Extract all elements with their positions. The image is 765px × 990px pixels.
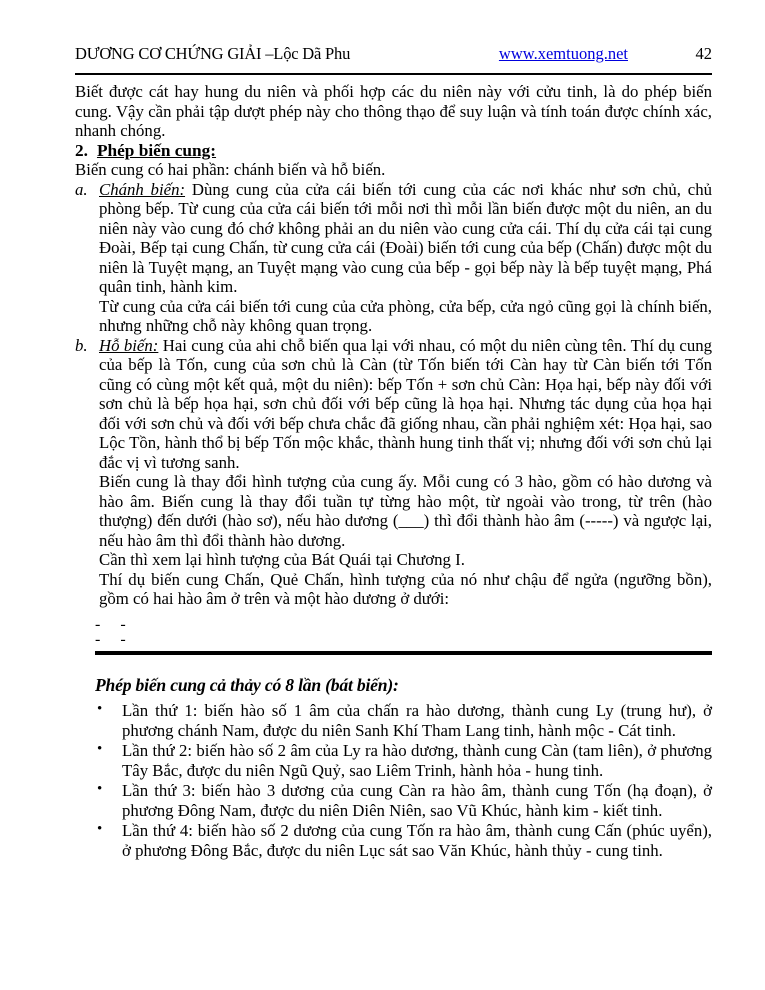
section-title: Phép biến cung: bbox=[96, 140, 217, 160]
document-title: DƯƠNG CƠ CHỨNG GIẢI –Lộc Dã Phu bbox=[75, 44, 351, 63]
website-link[interactable]: www.xemtuong.net bbox=[498, 44, 628, 63]
section-number: 2. bbox=[75, 140, 88, 160]
bullet-icon: • bbox=[97, 701, 103, 717]
item-b-para-bien-cung: Biến cung là thay đổi hình tượng của cung ấy. Mỗi cung có 3 hào, gồm có hào dương và hào âm. Biến cung là thay đổi tuần tự từng hào một, từ ngoài vào trong, từ trên (hào thượng) đến dưới (hào sơ), nếu hào dương (___) thì đổi thành hào âm (-----) và ngược lại, nếu hào âm thì đổi thành hào dương. bbox=[99, 472, 712, 550]
list-item-lan-2 bbox=[95, 741, 712, 780]
list-item-text: Lần thứ 1: biến hào số 1 âm của chấn ra hào dương, thành cung Ly (trung hư), ở phương chánh Nam, được du niên Sanh Khí Tham Lang tinh, hành mộc - Cát tinh. bbox=[122, 701, 712, 740]
trigram-dash: - bbox=[120, 630, 126, 648]
header-divider bbox=[75, 73, 712, 75]
item-a-text: Dùng cung của cửa cái biến tới cung của các nơi khác như sơn chủ, chủ phòng bếp. Từ cung của cửa cái biến tới mỗi nơi thì mỗi lần biến được một du niên, an du niên này vào cung đó chớ không phải an du niên vào cung cửa cái. Thí dụ cửa cái tại cung Đoài, Bếp tại cung Chấn, từ cung cửa cái (Đoài) biến tới cung của bếp (Chấn) được một du niên là Tuyệt mạng, an Tuyệt mạng vào cung của bếp - gọi bếp này là bếp tuyệt mạng, Phá quân tinh, hành kim. bbox=[99, 179, 712, 296]
item-b-para-bat-quai: Cần thì xem lại hình tượng của Bát Quái tại Chương I. bbox=[99, 550, 465, 569]
page-header bbox=[75, 44, 712, 64]
bat-bien-section bbox=[95, 676, 712, 861]
list-item-lan-1 bbox=[95, 701, 712, 740]
item-b-text: Hai cung của ahi chỗ biến qua lại với nhau, có một du niên cùng tên. Thí dụ cung của bếp là Tốn, cung của sơn chủ là Càn (từ Tốn biến tới Càn hay từ Càn biến tới Tốn cũng có cùng một kết quả, một du niên): bếp Tốn + sơn chủ Càn: Họa hại, bếp này đối với sơn chủ là bếp họa hại, sơn chủ đối với bếp cũng là họa hại. Nhưng tác dụng của họa hại đối với sơn chủ và đối với bếp chưa chắc đã giống nhau, cần phải nghiệm xét: Họa hại, sao Lộc Tồn, hành thổ bị bếp Tốn mộc khắc, thành hung tinh thất vị; nhưng đối với sơn chủ lại đắc vị vì tương sanh. bbox=[99, 335, 713, 472]
item-a-paragraph bbox=[99, 180, 712, 297]
item-b-para-thi-du: Thí dụ biến cung Chấn, Quẻ Chấn, hình tượng của nó như chậu để ngửa (ngưỡng bồn), gồm có hai hào âm ở trên và một hào dương ở dưới: bbox=[99, 569, 712, 608]
item-b bbox=[75, 336, 712, 609]
bullet-icon: • bbox=[97, 821, 103, 837]
trigram-dash: - bbox=[120, 615, 126, 633]
item-b-label: b. bbox=[75, 335, 88, 355]
trigram-yin-line bbox=[95, 615, 712, 633]
item-a-note: Từ cung của cửa cái biến tới cung của cửa phòng, cửa bếp, cửa ngỏ cũng gọi là chính biến, nhưng những chỗ này không quan trọng. bbox=[99, 296, 712, 335]
section-2-intro: Biến cung có hai phần: chánh biến và hỗ biến. bbox=[75, 160, 386, 179]
item-b-term: Hỗ biến: bbox=[99, 335, 159, 355]
bat-bien-list bbox=[95, 701, 712, 860]
list-item-text: Lần thứ 2: biến hào số 2 âm của Ly ra hào dương, thành cung Càn (tam liên), ở phương Tây Bắc, được du niên Ngũ Quỷ, sao Liêm Trinh, hành hỏa - hung tinh. bbox=[122, 741, 712, 780]
list-item-text: Lần thứ 4: biến hào số 2 dương của cung Tốn ra hào âm, thành cung Cấn (phúc uyển), ở phương Đông Bắc, được du niên Lục sát sao Văn Khúc, hành thủy - cung tinh. bbox=[122, 821, 712, 860]
trigram-dash: - bbox=[95, 615, 101, 633]
bullet-icon: • bbox=[97, 781, 103, 797]
item-b-paragraph bbox=[99, 336, 712, 473]
item-a bbox=[75, 180, 712, 336]
item-a-term: Chánh biến: bbox=[99, 179, 186, 199]
trigram-dash: - bbox=[95, 630, 101, 648]
intro-paragraph: Biết được cát hay hung du niên và phối hợp các du niên này với cửu tinh, là do phép biến cung. Vậy cần phải tập dượt phép này cho thông thạo để suy luận và tính toán được chính xác, nhanh chóng. bbox=[75, 82, 712, 140]
section-divider bbox=[95, 651, 712, 655]
list-item-lan-4 bbox=[95, 821, 712, 860]
trigram-yin-line bbox=[95, 630, 712, 648]
list-item-lan-3 bbox=[95, 781, 712, 820]
list-item-text: Lần thứ 3: biến hào 3 dương của cung Càn ra hào âm, thành cung Tốn (hạ đoạn), ở phương Đông Nam, được du niên Diên Niên, sao Vũ Khúc, hành kim - kiết tinh. bbox=[122, 781, 712, 820]
page-number: 42 bbox=[695, 44, 712, 63]
bat-bien-heading: Phép biến cung cả thảy có 8 lần (bát biến): bbox=[95, 674, 399, 695]
section-2-heading bbox=[75, 141, 712, 161]
trigram-chan-diagram bbox=[95, 615, 712, 648]
bullet-icon: • bbox=[97, 741, 103, 757]
item-a-label: a. bbox=[75, 179, 88, 199]
page-body bbox=[75, 82, 712, 860]
